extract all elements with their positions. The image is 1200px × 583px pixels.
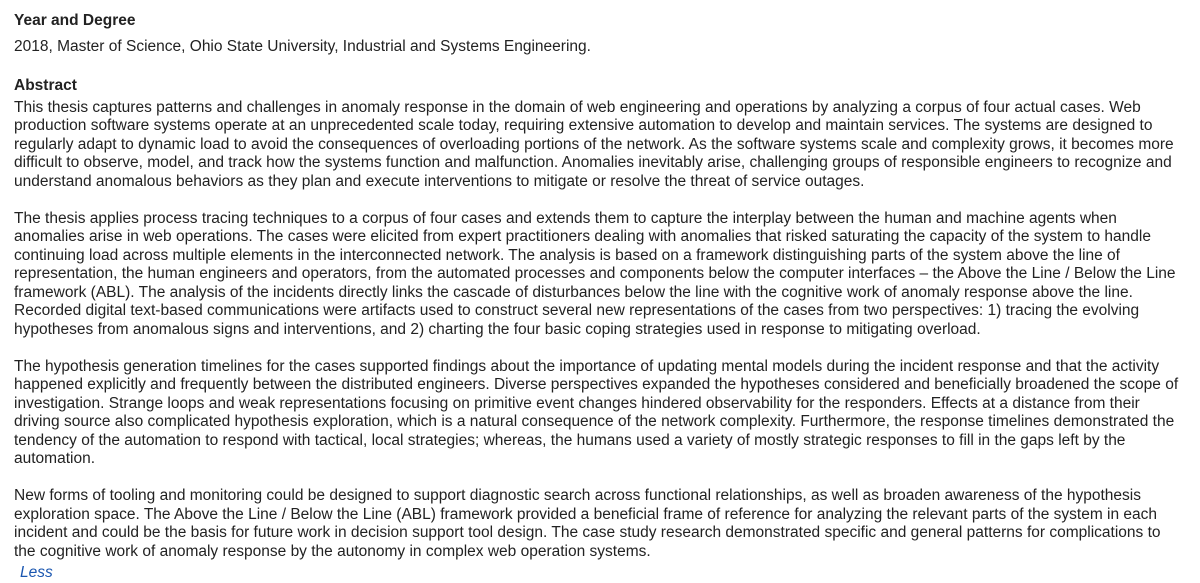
- abstract-heading: Abstract: [14, 76, 77, 94]
- abstract-paragraph: The thesis applies process tracing techniques to a corpus of four cases and extends them to capture the interplay between the human and machine agents when anomalies arise in web operations. The cases were elicited from expert practitioners dealing with anomalies that risked saturating the capacity of the system to handle continuing load across multiple elements in the interconnected network. The analysis is based on a framework distinguishing parts of the system above the line of representation, the human engineers and operators, from the automated processes and components below the computer interfaces – the Above the Line / Below the Line framework (ABL). The analysis of the incidents directly links the cascade of disturbances below the line with the cognitive work of anomaly response above the line. Recorded digital text-based communications were artifacts used to construct several new representations of the cases from two perspectives: 1) tracing the evolving hypotheses from anomalous signs and interventions, and 2) charting the four basic coping strategies used in response to mitigating overload.: [14, 209, 1176, 338]
- year-degree-heading: Year and Degree: [14, 12, 136, 29]
- abstract-paragraph: The hypothesis generation timelines for the cases supported findings about the importance of updating mental models during the incident response and that the activity happened explicitly and frequently between the distributed engineers. Diverse perspectives expanded the hypotheses considered and beneficially broadened the scope of investigation. Strange loops and weak representations focusing on primitive event changes hindered observability for the responders. Effects at a distance from their driving source also complicated hypothesis exploration, which is a natural consequence of the network complexity. Furthermore, the response timelines demonstrated the tendency of the automation to respond with tactical, local strategies; whereas, the humans used a variety of mostly strategic responses to fill in the gaps left by the automation.: [14, 357, 1179, 467]
- abstract-body: [14, 99, 1186, 562]
- abstract-paragraph: New forms of tooling and monitoring could be designed to support diagnostic search across functional relationships, as well as broaden awareness of the hypothesis exploration space. The Above the Line / Below the Line (ABL) framework provided a beneficial frame of reference for analyzing the relevant parts of the system in each incident and could be the basis for future work in decision support tool design. The case study research demonstrated specific and general patterns for complications to the cognitive work of anomaly response by the autonomy in complex web operation systems.: [14, 487, 1161, 560]
- year-degree-text: 2018, Master of Science, Ohio State University, Industrial and Systems Engineering.: [14, 38, 591, 55]
- abstract-paragraph: This thesis captures patterns and challenges in anomaly response in the domain of web engineering and operations by analyzing a corpus of four actual cases. Web production software systems operate at an unprecedented scale today, requiring extensive automation to develop and maintain services. The systems are designed to regularly adapt to dynamic load to avoid the consequences of overloading portions of the network. As the software systems scale and complexity grows, it becomes more difficult to observe, model, and track how the systems function and malfunction. Anomalies inevitably arise, challenging groups of responsible engineers to recognize and understand anomalous behaviors as they plan and execute interventions to mitigate or resolve the threat of service outages.: [14, 98, 1174, 190]
- show-less-link[interactable]: Less: [20, 564, 53, 581]
